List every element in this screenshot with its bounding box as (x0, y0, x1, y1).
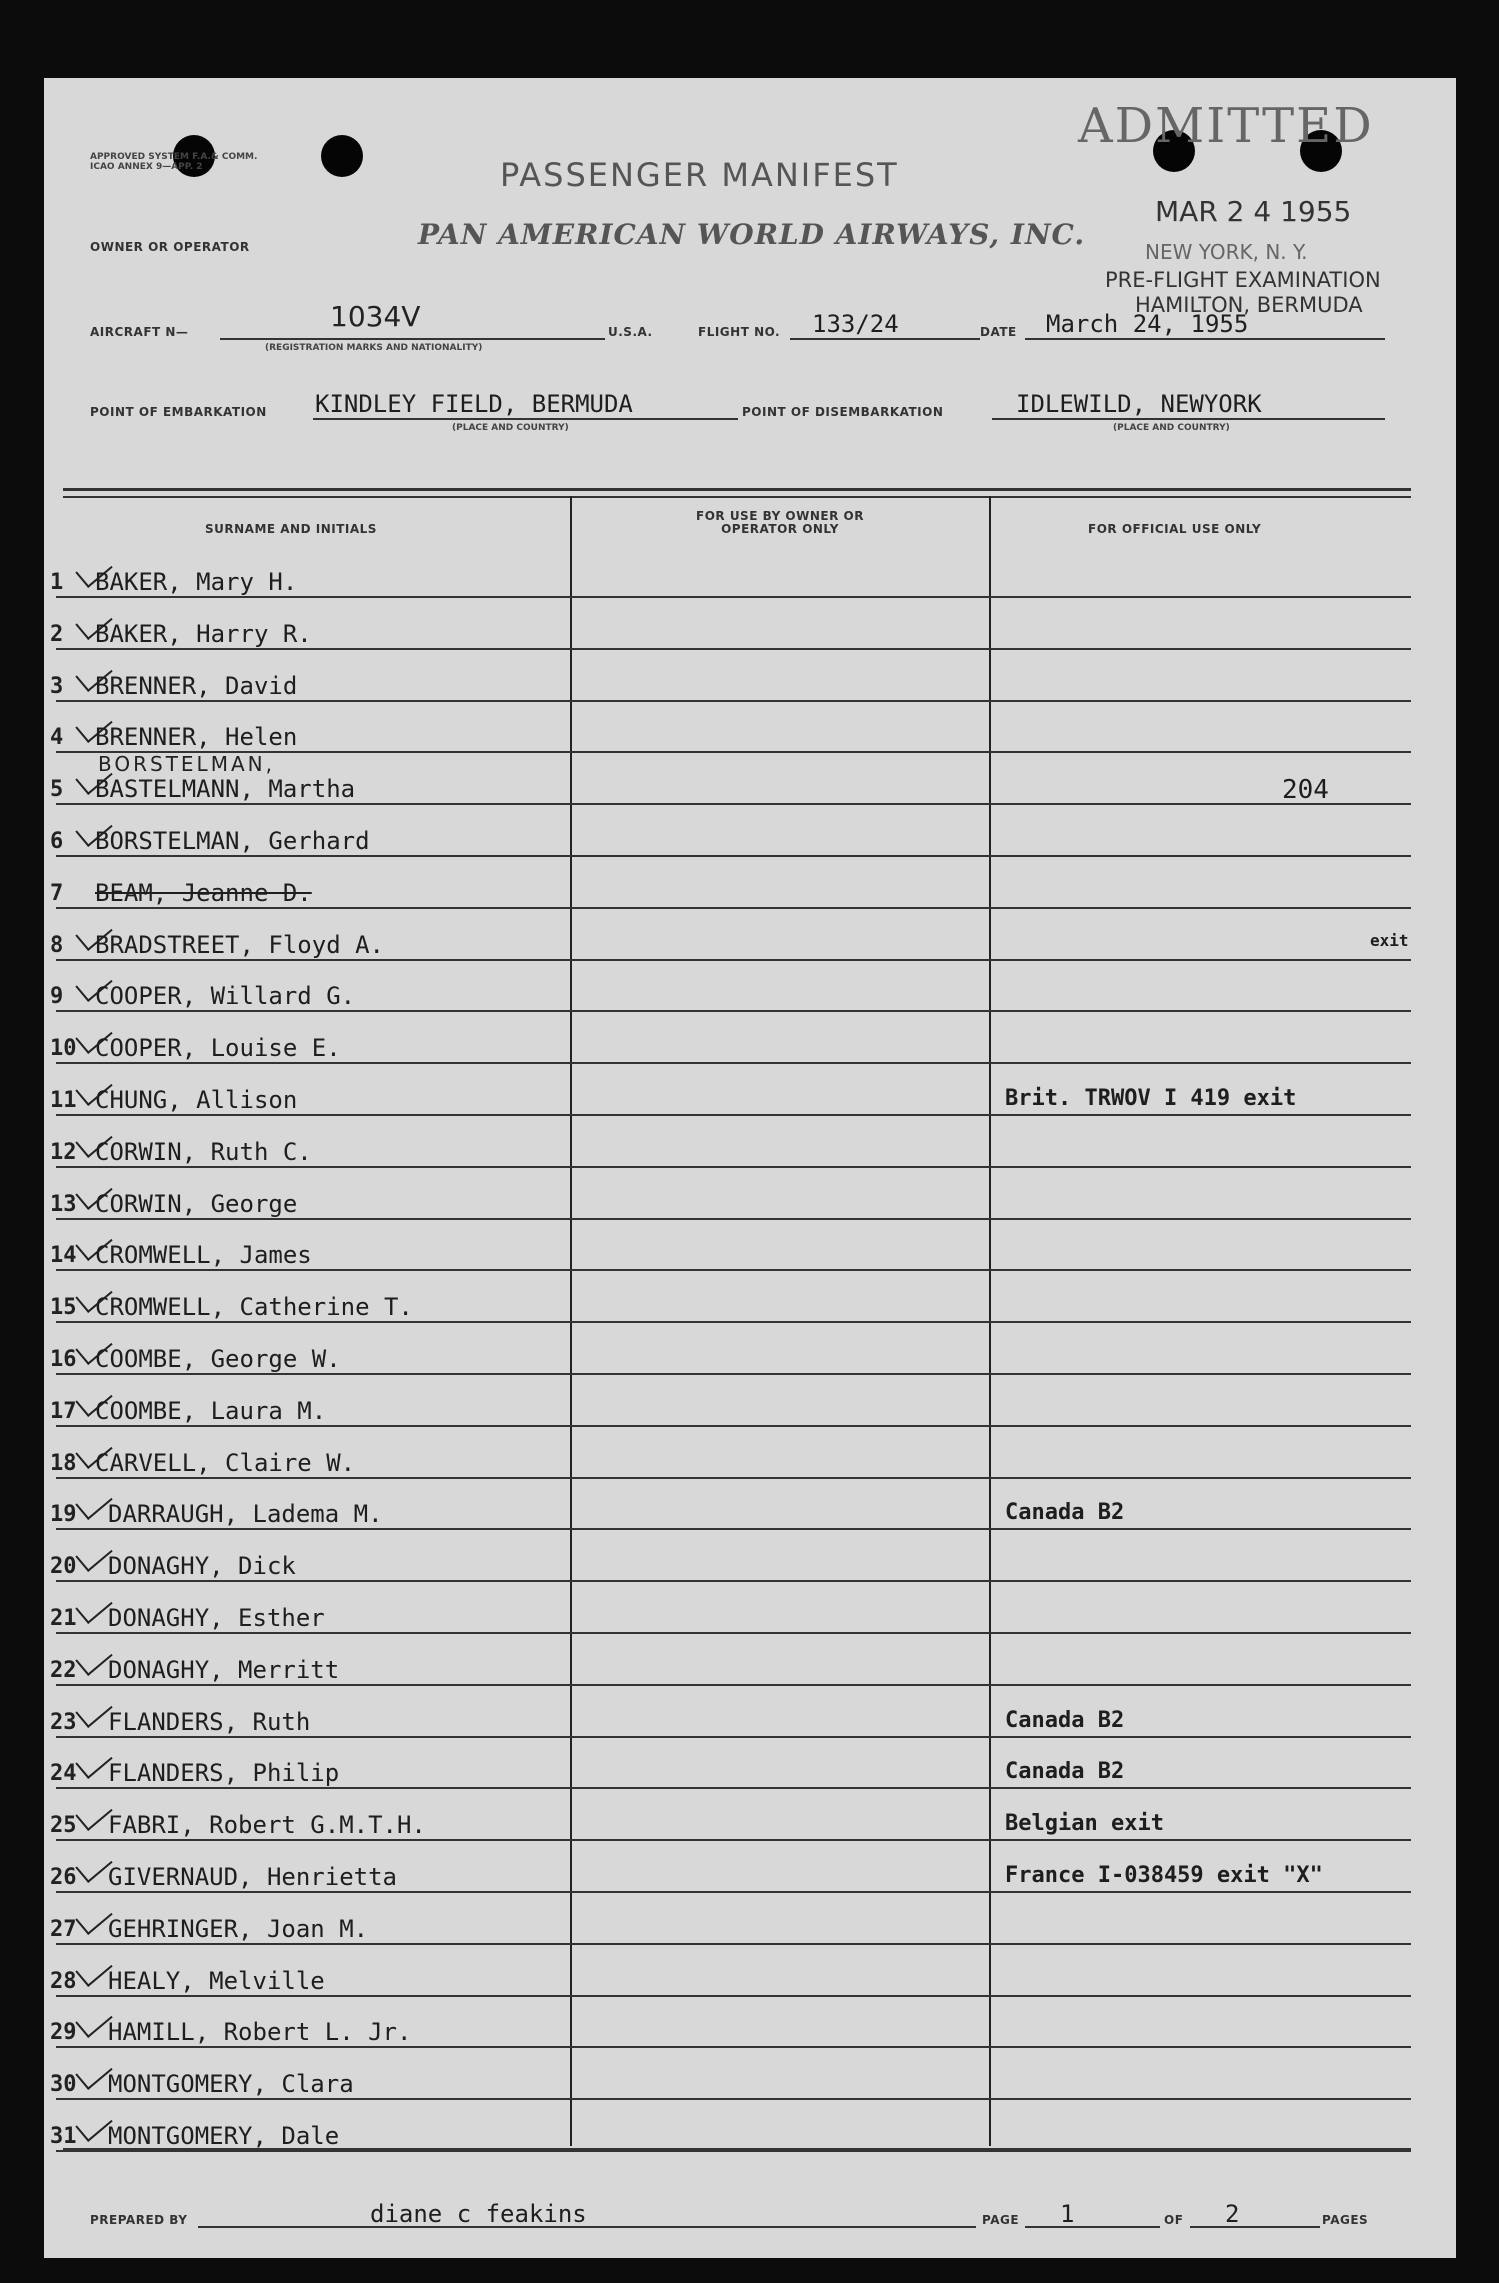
row-number: 13 (50, 1192, 77, 1217)
row-rule (56, 1062, 1411, 1064)
passenger-name: BEAM, Jeanne D. (95, 879, 312, 907)
flight-underline (790, 338, 980, 340)
handwritten-correction: BORSTELMAN, (98, 752, 275, 776)
aircraft-label: AIRCRAFT N— (90, 325, 189, 339)
usa-label: U.S.A. (608, 325, 653, 339)
official-entry: Canada B2 (1005, 1708, 1125, 1733)
passenger-name: DARRAUGH, Ladema M. (108, 1500, 383, 1528)
row-rule (56, 1477, 1411, 1479)
official-entry: exit (1370, 931, 1409, 950)
passenger-name: COOPER, Willard G. (95, 982, 356, 1010)
embark-value: KINDLEY FIELD, BERMUDA (315, 390, 633, 418)
passenger-name: COOMBE, George W. (95, 1345, 341, 1373)
row-rule (56, 1684, 1411, 1686)
row-rule (56, 1010, 1411, 1012)
row-rule (56, 907, 1411, 909)
row-number: 4 (50, 725, 64, 750)
passenger-name: CORWIN, George (95, 1190, 298, 1218)
row-number: 8 (50, 933, 64, 958)
disembark-caption: (PLACE AND COUNTRY) (1113, 423, 1230, 433)
disembark-underline (992, 418, 1385, 420)
airline-name: PAN AMERICAN WORLD AIRWAYS, INC. (418, 218, 1086, 251)
passenger-name: DONAGHY, Dick (108, 1552, 296, 1580)
official-entry: Canada B2 (1005, 1500, 1125, 1525)
row-number: 18 (50, 1451, 77, 1476)
row-number: 21 (50, 1606, 77, 1631)
official-entry: France I-038459 exit "X" (1005, 1863, 1323, 1888)
passenger-name: GEHRINGER, Joan M. (108, 1915, 369, 1943)
stamp-line1: PRE-FLIGHT EXAMINATION (1105, 268, 1381, 292)
aircraft-underline (220, 338, 605, 340)
stamp-line2: HAMILTON, BERMUDA (1135, 293, 1363, 317)
row-rule (56, 1373, 1411, 1375)
row-number: 30 (50, 2072, 77, 2097)
table-bottom-rule (63, 2148, 1411, 2151)
row-number: 6 (50, 829, 64, 854)
row-number: 25 (50, 1813, 77, 1838)
passenger-name: BAKER, Harry R. (95, 620, 312, 648)
page-title: PASSENGER MANIFEST (500, 156, 899, 194)
passenger-name: MONTGOMERY, Dale (108, 2122, 340, 2150)
passenger-name: COOPER, Louise E. (95, 1034, 341, 1062)
row-number: 1 (50, 570, 64, 595)
surname-column-header: SURNAME AND INITIALS (205, 522, 377, 536)
row-rule (56, 1269, 1411, 1271)
row-rule (56, 2046, 1411, 2048)
row-number: 23 (50, 1710, 77, 1735)
row-rule (56, 2098, 1411, 2100)
row-rule (56, 1114, 1411, 1116)
page-underline (1025, 2226, 1160, 2228)
row-rule (56, 1321, 1411, 1323)
passenger-name: FLANDERS, Ruth (108, 1708, 311, 1736)
row-number: 12 (50, 1140, 77, 1165)
row-number: 17 (50, 1399, 77, 1424)
owner-label: OWNER OR OPERATOR (90, 240, 250, 254)
row-rule (56, 1995, 1411, 1997)
passenger-name: COOMBE, Laura M. (95, 1397, 327, 1425)
official-column-header: FOR OFFICIAL USE ONLY (1088, 522, 1262, 536)
row-rule (56, 1632, 1411, 1634)
pages-label: PAGES (1322, 2213, 1369, 2227)
row-number: 20 (50, 1554, 77, 1579)
row-number: 7 (50, 881, 64, 906)
passenger-name: DONAGHY, Merritt (108, 1656, 340, 1684)
passenger-name: MONTGOMERY, Clara (108, 2070, 354, 2098)
passenger-name: HEALY, Melville (108, 1967, 325, 1995)
row-rule (56, 1891, 1411, 1893)
row-rule (56, 1580, 1411, 1582)
row-rule (56, 855, 1411, 857)
passenger-name: CORWIN, Ruth C. (95, 1138, 312, 1166)
row-rule (56, 1528, 1411, 1530)
passenger-name: DONAGHY, Esther (108, 1604, 325, 1632)
approval-note: APPROVED SYSTEM F.A.& COMM. ICAO ANNEX 9—APP. 2 (90, 152, 258, 172)
row-rule (56, 959, 1411, 961)
row-rule (56, 596, 1411, 598)
passenger-name: BRENNER, David (95, 672, 298, 700)
owner-column-header: FOR USE BY OWNER OR OPERATOR ONLY (696, 509, 864, 536)
row-rule (56, 1425, 1411, 1427)
row-number: 5 (50, 777, 64, 802)
passenger-name: FLANDERS, Philip (108, 1759, 340, 1787)
row-rule (56, 1943, 1411, 1945)
row-number: 26 (50, 1865, 77, 1890)
embark-label: POINT OF EMBARKATION (90, 405, 267, 419)
official-entry: Belgian exit (1005, 1811, 1164, 1836)
embark-underline (313, 418, 738, 420)
row-number: 19 (50, 1502, 77, 1527)
official-entry: Brit. TRWOV I 419 exit (1005, 1086, 1297, 1111)
passenger-name: BRADSTREET, Floyd A. (95, 931, 384, 959)
row-number: 29 (50, 2020, 77, 2045)
row-number: 9 (50, 984, 64, 1009)
passenger-name: BASTELMANN, Martha (95, 775, 356, 803)
punch-hole (321, 135, 363, 177)
row-rule (56, 1166, 1411, 1168)
row-rule (56, 700, 1411, 702)
row-number: 28 (50, 1969, 77, 1994)
passenger-name: CROMWELL, Catherine T. (95, 1293, 413, 1321)
disembark-label: POINT OF DISEMBARKATION (742, 405, 944, 419)
admitted-stamp: ADMITTED (1078, 98, 1374, 154)
of-underline (1190, 2226, 1320, 2228)
row-number: 10 (50, 1036, 77, 1061)
page-number: 1 (1060, 2200, 1075, 2228)
prepared-underline (198, 2226, 976, 2228)
row-rule (56, 1787, 1411, 1789)
passenger-name: GIVERNAUD, Henrietta (108, 1863, 397, 1891)
date-label: DATE (980, 325, 1017, 339)
row-number: 24 (50, 1761, 77, 1786)
disembark-value: IDLEWILD, NEWYORK (1016, 390, 1262, 418)
passenger-name: CHUNG, Allison (95, 1086, 298, 1114)
stamp-city: NEW YORK, N. Y. (1145, 240, 1308, 264)
row-number: 22 (50, 1658, 77, 1683)
row-rule (56, 1218, 1411, 1220)
passenger-name: HAMILL, Robert L. Jr. (108, 2018, 412, 2046)
flight-date: March 24, 1955 (1046, 310, 1249, 338)
aircraft-number: 1034V (330, 300, 421, 333)
row-rule (56, 1839, 1411, 1841)
passenger-name: BRENNER, Helen (95, 723, 298, 751)
table-top-rule (63, 496, 1411, 498)
flight-number: 133/24 (812, 310, 899, 338)
row-number: 27 (50, 1917, 77, 1942)
total-pages: 2 (1225, 2200, 1240, 2228)
row-number: 11 (50, 1088, 77, 1113)
passenger-name: CARVELL, Claire W. (95, 1449, 356, 1477)
date-underline (1025, 338, 1385, 340)
passenger-name: CROMWELL, James (95, 1241, 312, 1269)
registration-caption: (REGISTRATION MARKS AND NATIONALITY) (265, 343, 483, 353)
embark-caption: (PLACE AND COUNTRY) (452, 423, 569, 433)
row-number: 14 (50, 1243, 77, 1268)
page-label: PAGE (982, 2213, 1020, 2227)
prepared-value: diane c feakins (370, 2200, 587, 2228)
official-entry: Canada B2 (1005, 1759, 1125, 1784)
official-entry: 204 (1282, 775, 1329, 805)
row-number: 3 (50, 674, 64, 699)
flight-label: FLIGHT NO. (698, 325, 781, 339)
of-label: OF (1164, 2213, 1184, 2227)
row-rule (56, 803, 1411, 805)
stamp-date: MAR 2 4 1955 (1155, 195, 1352, 228)
passenger-name: BAKER, Mary H. (95, 568, 298, 596)
row-number: 2 (50, 622, 64, 647)
passenger-name: FABRI, Robert G.M.T.H. (108, 1811, 426, 1839)
table-top-rule (63, 488, 1411, 491)
passenger-name: BORSTELMAN, Gerhard (95, 827, 370, 855)
row-number: 15 (50, 1295, 77, 1320)
prepared-label: PREPARED BY (90, 2213, 188, 2227)
row-number: 16 (50, 1347, 77, 1372)
row-rule (56, 648, 1411, 650)
row-number: 31 (50, 2124, 77, 2149)
row-rule (56, 1736, 1411, 1738)
